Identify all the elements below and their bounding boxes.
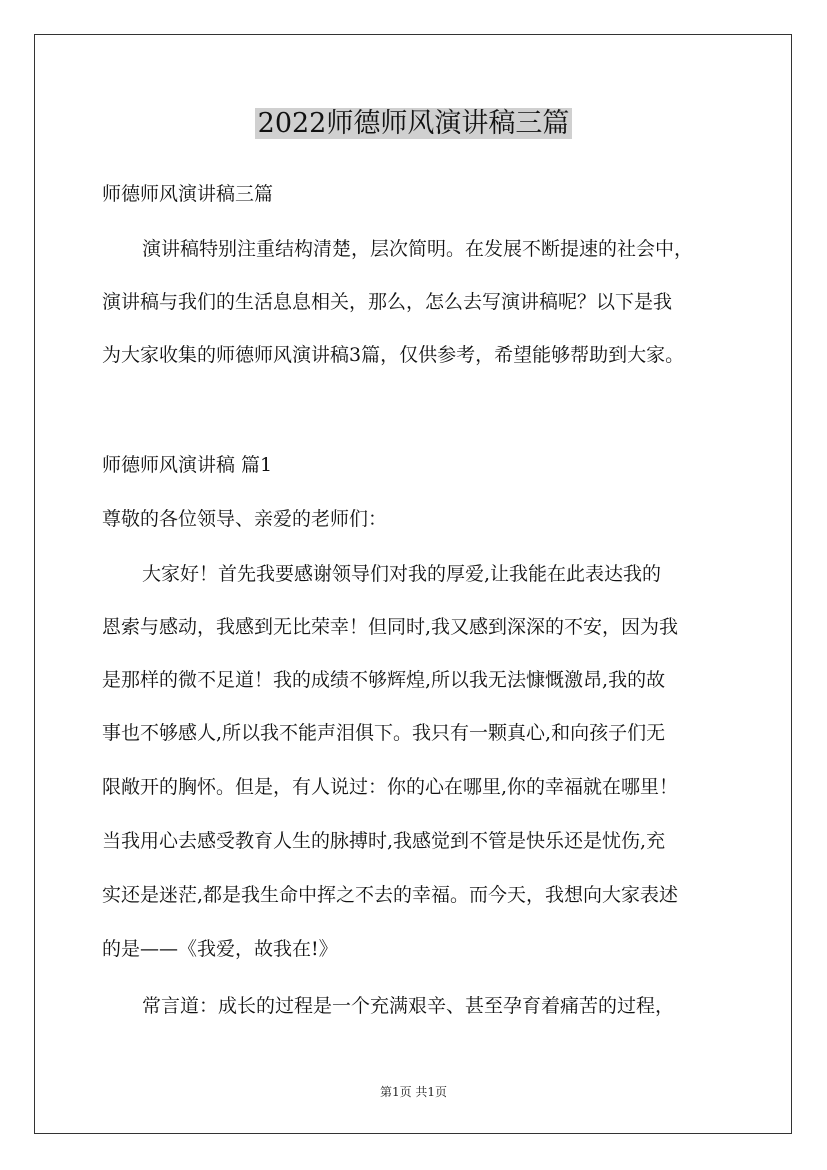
- intro-line: 为大家收集的师德师风演讲稿3篇，仅供参考，希望能够帮助到大家。: [102, 344, 685, 366]
- intro-line: 演讲稿与我们的生活息息相关，那么，怎么去写演讲稿呢？以下是我: [102, 291, 673, 313]
- body-line: 常言道：成长的过程是一个充满艰辛、甚至孕育着痛苦的过程，: [142, 995, 675, 1017]
- section-heading: 师德师风演讲稿 篇1: [102, 454, 273, 476]
- body-line: 恩索与感动，我感到无比荣幸！但同时,我又感到深深的不安，因为我: [102, 616, 679, 638]
- body-line: 限敞开的胸怀。但是，有人说过：你的心在哪里,你的幸福就在哪里！: [102, 776, 679, 798]
- body-line: 的是——《我爱，故我在!》: [102, 938, 338, 960]
- intro-line: 演讲稿特别注重结构清楚，层次简明。在发展不断提速的社会中，: [142, 238, 694, 260]
- greeting: 尊敬的各位领导、亲爱的老师们：: [102, 508, 388, 530]
- document-title-text: 2022师德师风演讲稿三篇: [255, 108, 573, 139]
- document-subtitle: 师德师风演讲稿三篇: [102, 183, 274, 205]
- body-line: 实还是迷茫,都是我生命中挥之不去的幸福。而今天，我想向大家表述: [102, 884, 679, 906]
- body-line: 当我用心去感受教育人生的脉搏时,我感觉到不管是快乐还是忧伤,充: [102, 830, 666, 852]
- body-line: 是那样的微不足道！我的成绩不够辉煌,所以我无法慷慨激昂,我的故: [102, 669, 666, 691]
- body-line: 事也不够感人,所以我不能声泪俱下。我只有一颗真心,和向孩子们无: [102, 722, 666, 744]
- document-title: [0, 104, 827, 144]
- page-footer: 第1页 共1页: [379, 1085, 448, 1099]
- body-line: 大家好！首先我要感谢领导们对我的厚爱,让我能在此表达我的: [142, 563, 662, 585]
